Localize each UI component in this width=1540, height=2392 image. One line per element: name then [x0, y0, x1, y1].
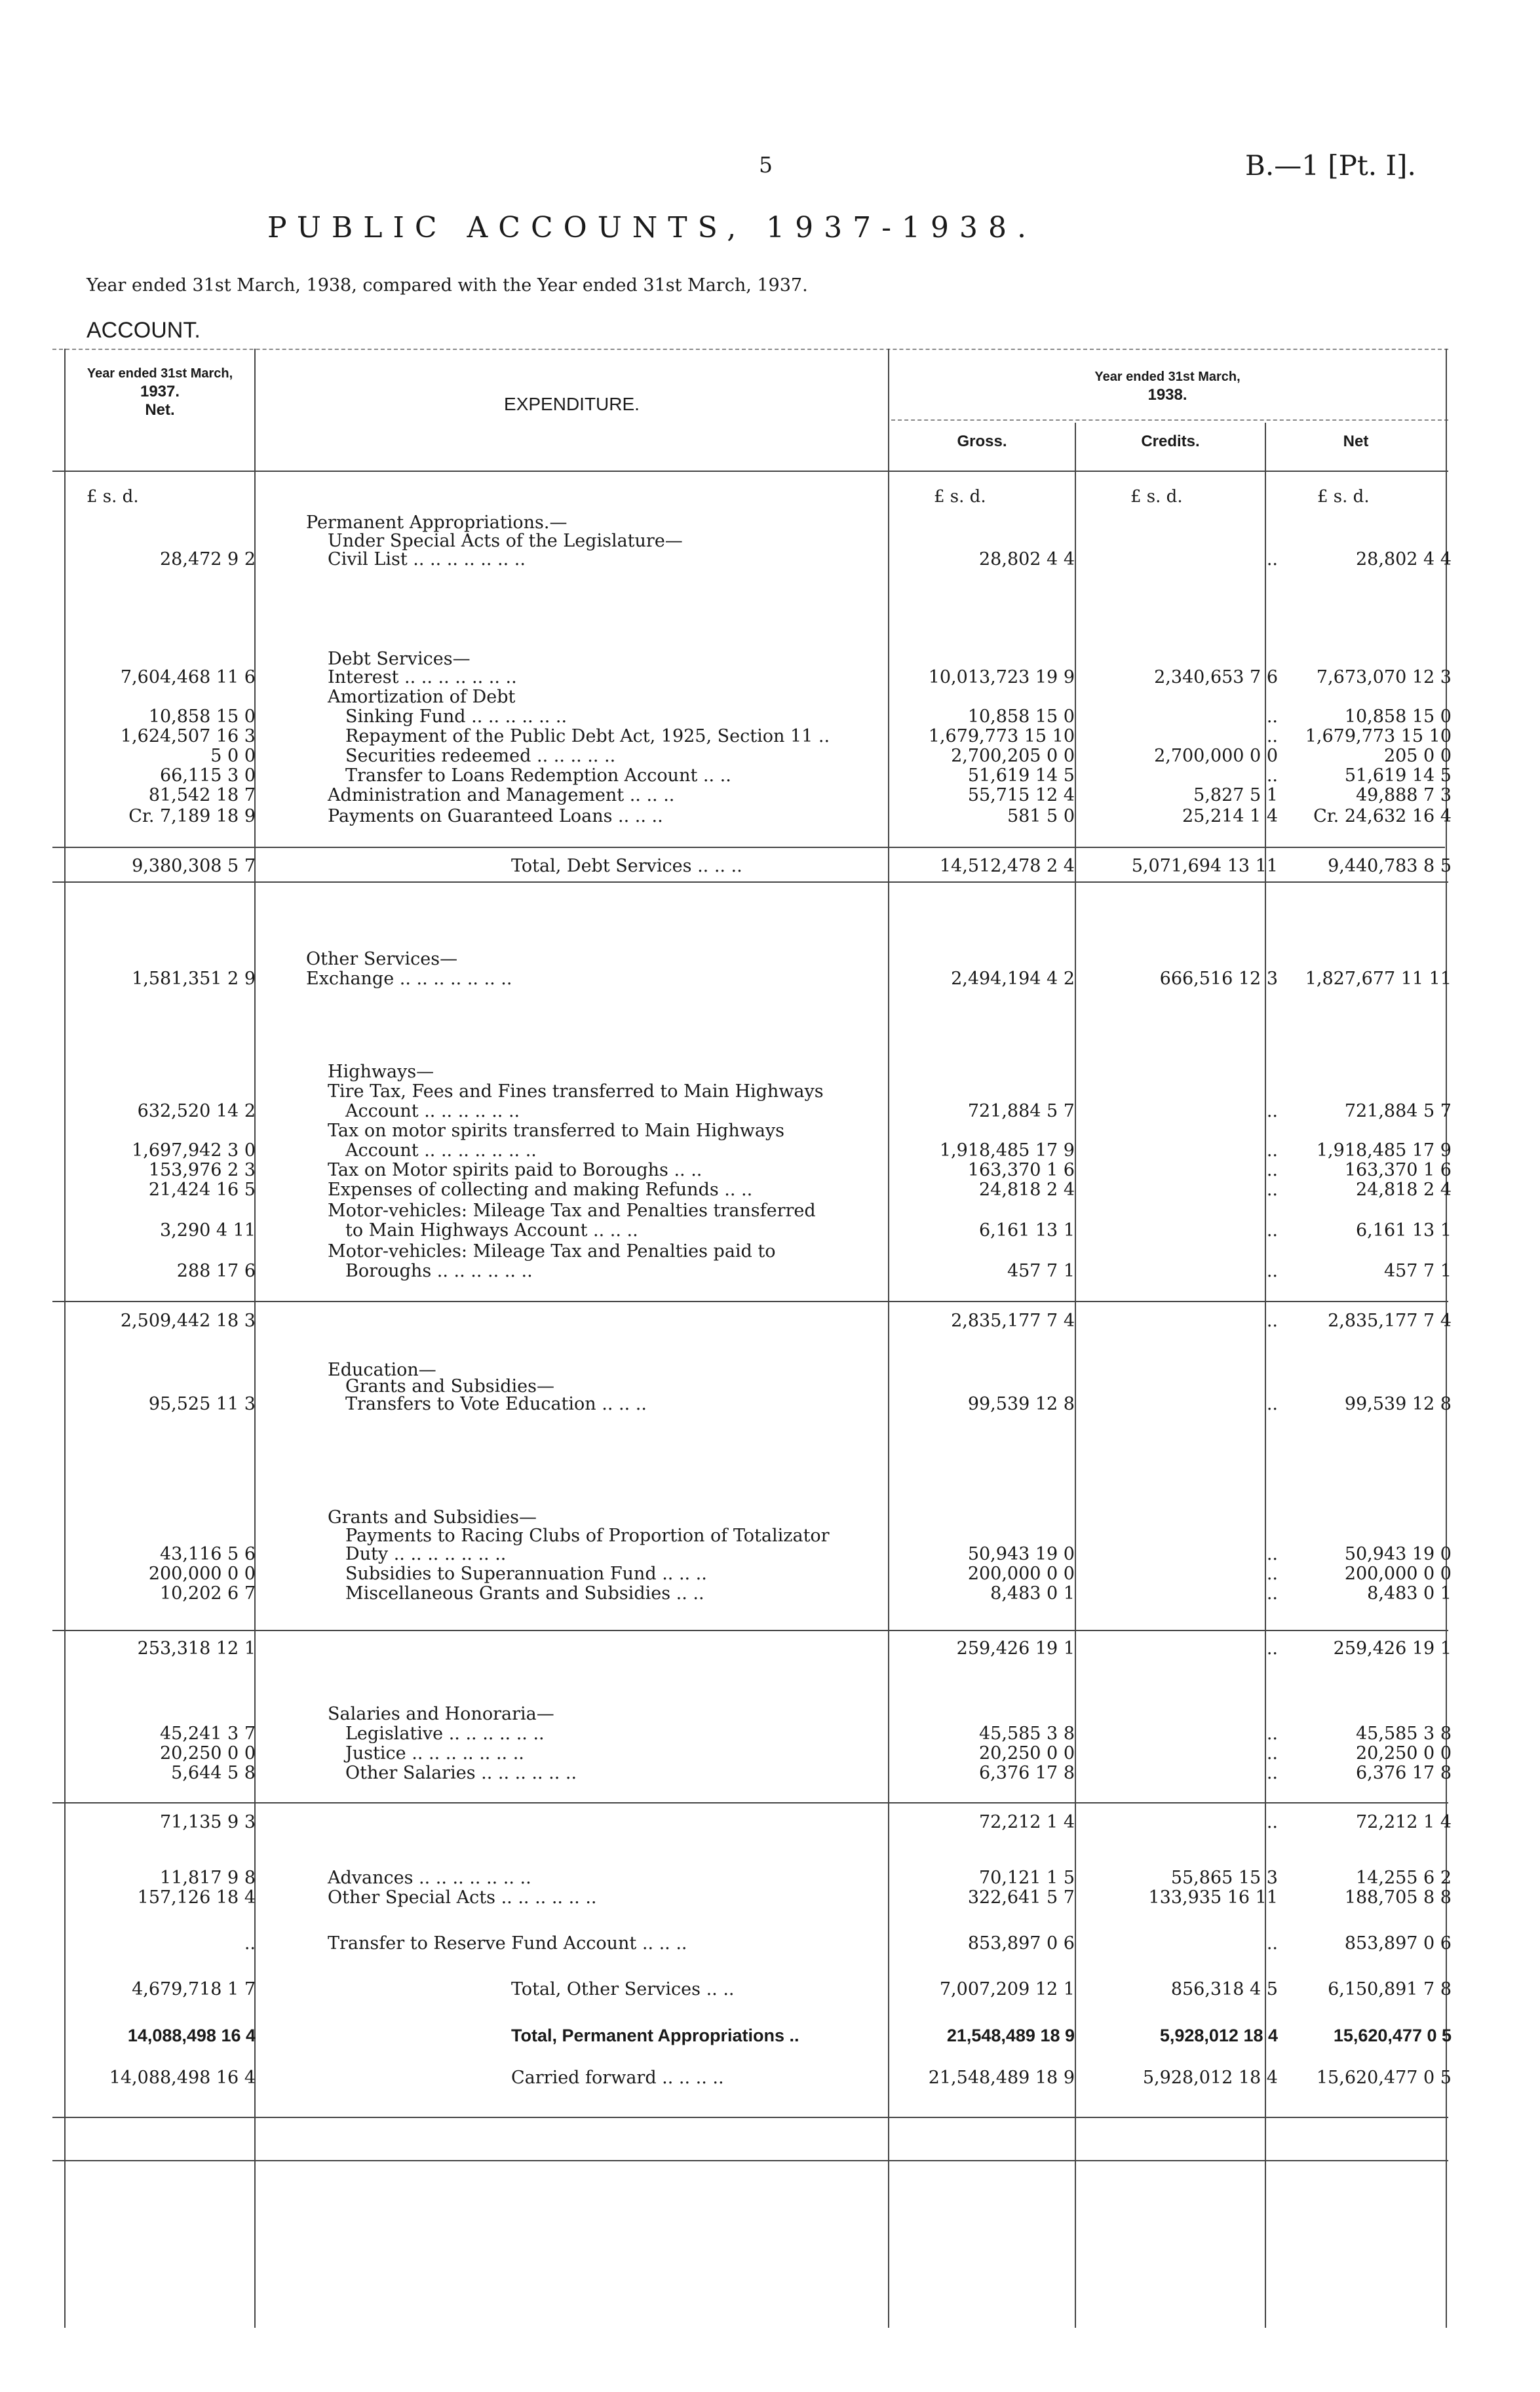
gross-value: 721,884 5 7 — [967, 1101, 1075, 1121]
row-label: Grants and Subsidies— — [328, 1507, 537, 1528]
row-label: Grants and Subsidies— — [345, 1376, 555, 1397]
prev-net-value: Cr. 7,189 18 9 — [128, 806, 256, 826]
document-reference: B.—1 [Pt. I]. — [1245, 149, 1416, 182]
subtotal-rule — [52, 847, 888, 848]
prev-net-value: 20,250 0 0 — [160, 1743, 256, 1764]
lsd-units: £ s. d. — [934, 487, 986, 507]
row-label: Other Services— — [306, 949, 458, 969]
gross-value: 163,370 1 6 — [967, 1160, 1075, 1180]
credits-value: .. — [1266, 1160, 1278, 1180]
gross-value: 2,700,205 0 0 — [951, 746, 1075, 766]
credits-value: .. — [1266, 1261, 1278, 1281]
subtotal-rule — [52, 1802, 1448, 1804]
gross-value: 55,715 12 4 — [967, 785, 1075, 805]
prev-net-value: 4,679,718 1 7 — [132, 1979, 256, 1999]
credits-value: 2,700,000 0 0 — [1154, 746, 1278, 766]
table-row — [0, 706, 1540, 729]
table-row — [0, 1180, 1540, 1202]
page-number: 5 — [759, 152, 773, 178]
gross-value: 200,000 0 0 — [967, 1564, 1075, 1584]
credits-value: 25,214 1 4 — [1182, 806, 1278, 826]
credits-value: .. — [1266, 1812, 1278, 1832]
gross-value: 2,494,194 4 2 — [951, 969, 1075, 989]
gross-value: 6,376 17 8 — [979, 1763, 1075, 1783]
table-row — [0, 1544, 1540, 1566]
credits-value: .. — [1266, 1933, 1278, 1954]
prev-net-value: 253,318 12 1 — [137, 1638, 256, 1659]
net-value: 1,918,485 17 9 — [1316, 1140, 1452, 1161]
net-value: 1,679,773 15 10 — [1305, 726, 1452, 746]
credits-header: Credits. — [1141, 433, 1200, 450]
row-label: Interest .. .. .. .. .. .. .. — [328, 667, 517, 687]
table-row — [0, 746, 1540, 768]
prev-net-value: 2,509,442 18 3 — [120, 1311, 256, 1331]
gross-value: 1,918,485 17 9 — [939, 1140, 1075, 1161]
page-title: PUBLIC ACCOUNTS, 1937-1938. — [267, 211, 1037, 244]
table-row — [0, 1979, 1540, 2001]
prev-net-value: 632,520 14 2 — [137, 1101, 256, 1121]
credits-value: .. — [1266, 1101, 1278, 1121]
table-row — [0, 1868, 1540, 1890]
net-value: 200,000 0 0 — [1344, 1564, 1452, 1584]
credits-value: .. — [1266, 1180, 1278, 1200]
table-row — [0, 1101, 1540, 1123]
net-value: 6,376 17 8 — [1356, 1763, 1452, 1783]
gross-value: 21,548,489 18 9 — [928, 2068, 1075, 2088]
gross-value: 51,619 14 5 — [967, 765, 1075, 786]
table-row — [0, 969, 1540, 991]
credits-value: 5,928,012 18 4 — [1159, 2026, 1278, 2045]
credits-value: .. — [1266, 549, 1278, 569]
row-label: Motor-vehicles: Mileage Tax and Penalties transferred — [328, 1201, 816, 1221]
lsd-units: £ s. d. — [1317, 487, 1370, 507]
table-row — [0, 949, 1540, 971]
table-row — [0, 1261, 1540, 1283]
table-row — [0, 1763, 1540, 1785]
prev-net-value: 5 0 0 — [210, 746, 256, 766]
prev-net-value: 81,542 18 7 — [148, 785, 256, 805]
credits-value: .. — [1266, 1220, 1278, 1241]
prev-net-value: 157,126 18 4 — [137, 1887, 256, 1908]
row-label: Tax on motor spirits transferred to Main Highways — [328, 1121, 785, 1141]
gross-value: 24,818 2 4 — [979, 1180, 1075, 1200]
prev-net-value: 200,000 0 0 — [148, 1564, 256, 1584]
table-row — [0, 1887, 1540, 1910]
row-label: Exchange .. .. .. .. .. .. .. — [306, 969, 512, 989]
row-label: Transfer to Loans Redemption Account .. .. — [345, 765, 731, 786]
row-label: Payments to Racing Clubs of Proportion of Totalizator — [345, 1526, 830, 1546]
net-value: 15,620,477 0 5 — [1316, 2068, 1452, 2088]
credits-value: .. — [1266, 706, 1278, 727]
row-label: Permanent Appropriations.— — [306, 512, 568, 533]
row-label: Duty .. .. .. .. .. .. .. — [345, 1544, 507, 1564]
gross-header: Gross. — [957, 433, 1007, 450]
credits-value: 5,928,012 18 4 — [1142, 2068, 1278, 2088]
net-value: 50,943 19 0 — [1344, 1544, 1452, 1564]
gross-value: 7,007,209 12 1 — [939, 1979, 1075, 1999]
net-value: 8,483 0 1 — [1367, 1583, 1452, 1604]
prev-net-value: 1,581,351 2 9 — [132, 969, 256, 989]
net-value: 51,619 14 5 — [1344, 765, 1452, 786]
table-row — [0, 1081, 1540, 1104]
gross-value: 457 7 1 — [1007, 1261, 1075, 1281]
prev-net-value: 14,088,498 16 4 — [109, 2068, 256, 2088]
current-year-header: Year ended 31st March, 1938. — [1094, 370, 1241, 404]
net-value: 9,440,783 8 5 — [1328, 856, 1452, 876]
page-subtitle: Year ended 31st March, 1938, compared with the Year ended 31st March, 1937. — [87, 275, 808, 296]
prev-net-value: 14,088,498 16 4 — [127, 2026, 256, 2045]
net-value: 205 0 0 — [1383, 746, 1452, 766]
credits-value: .. — [1266, 765, 1278, 786]
row-label: Justice .. .. .. .. .. .. .. — [345, 1743, 524, 1764]
gross-value: 853,897 0 6 — [967, 1933, 1075, 1954]
table-row — [0, 806, 1540, 828]
prev-net-value: 1,624,507 16 3 — [120, 726, 256, 746]
gross-value: 259,426 19 1 — [956, 1638, 1075, 1659]
table-row — [0, 1160, 1540, 1182]
gross-value: 20,250 0 0 — [979, 1743, 1075, 1764]
table-row — [0, 1564, 1540, 1586]
net-value: 457 7 1 — [1383, 1261, 1452, 1281]
credits-value: .. — [1266, 1311, 1278, 1331]
credits-value: .. — [1266, 1724, 1278, 1744]
gross-value: 322,641 5 7 — [967, 1887, 1075, 1908]
table-row — [0, 1583, 1540, 1606]
gross-value: 1,679,773 15 10 — [928, 726, 1075, 746]
table-row — [0, 856, 1540, 878]
prev-net-value: 10,858 15 0 — [148, 706, 256, 727]
row-label: Total, Debt Services .. .. .. — [511, 856, 742, 876]
credits-value: 856,318 4 5 — [1170, 1979, 1278, 1999]
row-label: Repayment of the Public Debt Act, 1925, Section 11 .. — [345, 726, 830, 746]
gross-value: 28,802 4 4 — [979, 549, 1075, 569]
table-row — [0, 1704, 1540, 1726]
table-row — [0, 1140, 1540, 1163]
gross-value: 10,858 15 0 — [967, 706, 1075, 727]
gross-value: 21,548,489 18 9 — [946, 2026, 1075, 2045]
row-label: Account .. .. .. .. .. .. .. — [345, 1140, 537, 1161]
lsd-units: £ s. d. — [87, 487, 139, 507]
table-row — [0, 1220, 1540, 1243]
net-header: Net — [1343, 433, 1369, 450]
table-row — [0, 1241, 1540, 1264]
row-label: Transfer to Reserve Fund Account .. .. .. — [328, 1933, 687, 1954]
credits-value: 5,071,694 13 11 — [1131, 856, 1278, 876]
credits-value: 5,827 5 1 — [1193, 785, 1278, 805]
row-label: Transfers to Vote Education .. .. .. — [345, 1394, 647, 1414]
net-value: 163,370 1 6 — [1344, 1160, 1452, 1180]
net-value: 853,897 0 6 — [1344, 1933, 1452, 1954]
table-row — [0, 765, 1540, 788]
top-rule — [52, 349, 1448, 350]
row-label: Administration and Management .. .. .. — [328, 785, 675, 805]
row-label: Debt Services— — [328, 649, 471, 669]
row-label: Amortization of Debt — [328, 687, 516, 707]
table-row — [0, 667, 1540, 689]
table-row — [0, 687, 1540, 709]
prev-net-value: 43,116 5 6 — [160, 1544, 256, 1564]
subtotal-rule — [52, 1630, 1448, 1631]
net-value: 721,884 5 7 — [1344, 1101, 1452, 1121]
net-value: 259,426 19 1 — [1333, 1638, 1452, 1659]
prev-net-value: 28,472 9 2 — [160, 549, 256, 569]
table-row — [0, 1201, 1540, 1223]
table-row — [0, 1724, 1540, 1746]
prev-net-value: 9,380,308 5 7 — [132, 856, 256, 876]
net-value: 1,827,677 11 11 — [1305, 969, 1452, 989]
prev-net-value: 45,241 3 7 — [160, 1724, 256, 1744]
row-label: Under Special Acts of the Legislature— — [328, 531, 683, 551]
row-label: Miscellaneous Grants and Subsidies .. .. — [345, 1583, 704, 1604]
prev-net-value: 11,817 9 8 — [160, 1868, 256, 1888]
prev-net-value: 66,115 3 0 — [160, 765, 256, 786]
row-label: Sinking Fund .. .. .. .. .. .. — [345, 706, 568, 727]
row-label: Tax on Motor spirits paid to Boroughs .. .. — [328, 1160, 703, 1180]
credits-value: 666,516 12 3 — [1159, 969, 1278, 989]
table-row — [0, 726, 1540, 748]
credits-value: .. — [1266, 1140, 1278, 1161]
net-value: 6,150,891 7 8 — [1328, 1979, 1452, 1999]
section-rule — [52, 881, 1448, 883]
row-label: Other Salaries .. .. .. .. .. .. — [345, 1763, 577, 1783]
subtotal-rule — [888, 847, 1445, 848]
total-rule — [52, 2117, 1448, 2118]
credits-value: .. — [1266, 1544, 1278, 1564]
credits-value: 2,340,653 7 6 — [1154, 667, 1278, 687]
row-label: Other Special Acts .. .. .. .. .. .. — [328, 1887, 597, 1908]
net-value: 49,888 7 3 — [1356, 785, 1452, 805]
net-value: 14,255 6 2 — [1356, 1868, 1452, 1888]
prev-net-value: 95,525 11 3 — [148, 1394, 256, 1414]
credits-value: .. — [1266, 1743, 1278, 1764]
gross-value: 6,161 13 1 — [979, 1220, 1075, 1241]
row-label: Education— — [328, 1360, 436, 1380]
net-value: 15,620,477 0 5 — [1333, 2026, 1452, 2045]
table-row — [0, 1638, 1540, 1661]
credits-value: .. — [1266, 1638, 1278, 1659]
prev-net-value: 5,644 5 8 — [171, 1763, 256, 1783]
table-row — [0, 1062, 1540, 1084]
row-label: Legislative .. .. .. .. .. .. — [345, 1724, 545, 1744]
table-row — [0, 1121, 1540, 1143]
row-label: Civil List .. .. .. .. .. .. .. — [328, 549, 526, 569]
prev-year-header: Year ended 31st March, 1937. Net. — [87, 366, 233, 419]
row-label: Highways— — [328, 1062, 434, 1082]
gross-value: 8,483 0 1 — [990, 1583, 1075, 1604]
prev-net-value: 7,604,468 11 6 — [120, 667, 256, 687]
table-row — [0, 1743, 1540, 1765]
prev-net-value: .. — [244, 1933, 256, 1954]
prev-net-value: 153,976 2 3 — [148, 1160, 256, 1180]
gross-value: 10,013,723 19 9 — [928, 667, 1075, 687]
gross-value: 70,121 1 5 — [979, 1868, 1075, 1888]
row-label: Total, Other Services .. .. — [511, 1979, 735, 1999]
row-label: Securities redeemed .. .. .. .. .. — [345, 746, 616, 766]
net-value: 6,161 13 1 — [1356, 1220, 1452, 1241]
table-row — [0, 785, 1540, 807]
gross-value: 50,943 19 0 — [967, 1544, 1075, 1564]
lsd-units: £ s. d. — [1130, 487, 1183, 507]
row-label: Motor-vehicles: Mileage Tax and Penalties paid to — [328, 1241, 776, 1262]
prev-net-value: 1,697,942 3 0 — [132, 1140, 256, 1161]
prev-net-value: 10,202 6 7 — [160, 1583, 256, 1604]
row-label: to Main Highways Account .. .. .. — [345, 1220, 638, 1241]
credits-value: .. — [1266, 1763, 1278, 1783]
row-label: Expenses of collecting and making Refunds .. .. — [328, 1180, 753, 1200]
table-row — [0, 1933, 1540, 1956]
credits-value: .. — [1266, 1394, 1278, 1414]
row-label: Total, Permanent Appropriations .. — [511, 2026, 799, 2045]
table-row — [0, 2068, 1540, 2090]
row-label: Salaries and Honoraria— — [328, 1704, 554, 1724]
credits-value: .. — [1266, 1583, 1278, 1604]
row-label: Account .. .. .. .. .. .. — [345, 1101, 520, 1121]
row-label: Subsidies to Superannuation Fund .. .. .. — [345, 1564, 707, 1584]
net-value: 72,212 1 4 — [1356, 1812, 1452, 1832]
prev-net-value: 3,290 4 11 — [160, 1220, 256, 1241]
net-value: 2,835,177 7 4 — [1328, 1311, 1452, 1331]
table-row — [0, 1311, 1540, 1333]
row-label: Tire Tax, Fees and Fines transferred to Main Highways — [328, 1081, 824, 1102]
table-row — [0, 549, 1540, 571]
gross-value: 99,539 12 8 — [967, 1394, 1075, 1414]
net-value: 24,818 2 4 — [1356, 1180, 1452, 1200]
table-row — [0, 1394, 1540, 1416]
credits-value: 133,935 16 11 — [1148, 1887, 1278, 1908]
net-value: Cr. 24,632 16 4 — [1313, 806, 1452, 826]
gross-value: 45,585 3 8 — [979, 1724, 1075, 1744]
prev-net-value: 288 17 6 — [176, 1261, 256, 1281]
row-label: Carried forward .. .. .. .. — [511, 2068, 724, 2088]
net-value: 10,858 15 0 — [1344, 706, 1452, 727]
gross-value: 14,512,478 2 4 — [939, 856, 1075, 876]
net-value: 99,539 12 8 — [1344, 1394, 1452, 1414]
credits-value: .. — [1266, 1564, 1278, 1584]
prev-net-value: 71,135 9 3 — [160, 1812, 256, 1832]
gross-value: 72,212 1 4 — [979, 1812, 1075, 1832]
expenditure-header: EXPENDITURE. — [504, 394, 640, 414]
header-bottom-rule — [52, 471, 1448, 472]
gross-value: 2,835,177 7 4 — [951, 1311, 1075, 1331]
table-row — [0, 1812, 1540, 1834]
net-value: 45,585 3 8 — [1356, 1724, 1452, 1744]
net-value: 28,802 4 4 — [1356, 549, 1452, 569]
table-row — [0, 2026, 1540, 2048]
gross-value: 581 5 0 — [1007, 806, 1075, 826]
net-value: 20,250 0 0 — [1356, 1743, 1452, 1764]
net-value: 188,705 8 8 — [1344, 1887, 1452, 1908]
header-mid-rule — [891, 419, 1448, 421]
row-label: Advances .. .. .. .. .. .. .. — [328, 1868, 531, 1888]
row-label: Boroughs .. .. .. .. .. .. — [345, 1261, 533, 1281]
subtotal-rule — [52, 1301, 1448, 1302]
credits-value: 55,865 15 3 — [1170, 1868, 1278, 1888]
row-label: Payments on Guaranteed Loans .. .. .. — [328, 806, 663, 826]
prev-net-value: 21,424 16 5 — [148, 1180, 256, 1200]
total-rule — [52, 2160, 1448, 2161]
net-value: 7,673,070 12 3 — [1316, 667, 1452, 687]
account-label: ACCOUNT. — [87, 318, 201, 343]
credits-value: .. — [1266, 726, 1278, 746]
